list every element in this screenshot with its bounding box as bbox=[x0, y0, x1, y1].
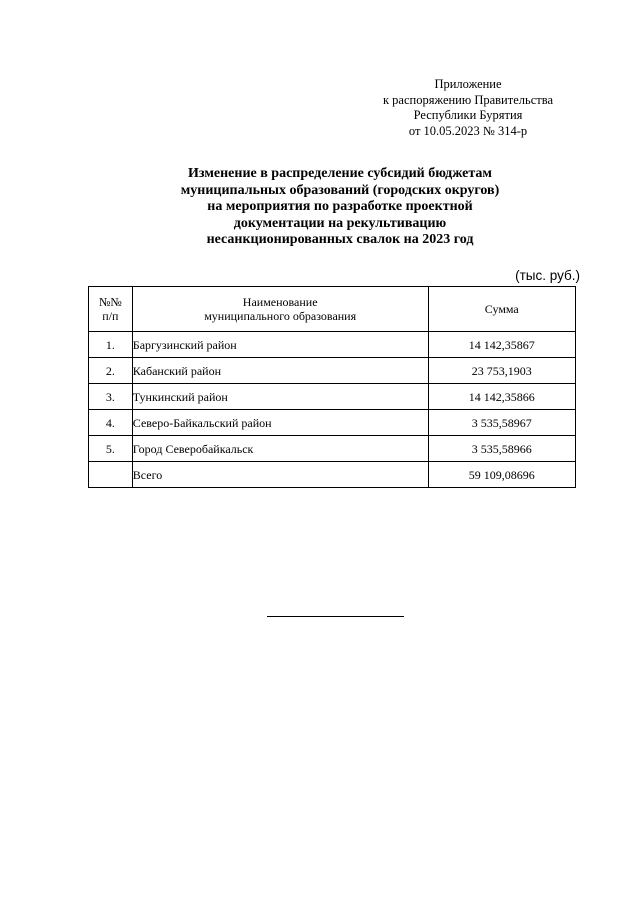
row-name: Тункинский район bbox=[132, 384, 428, 410]
appendix-line-4: от 10.05.2023 № 314-р bbox=[408, 123, 528, 138]
row-sum: 3 535,58966 bbox=[428, 436, 575, 462]
total-label: Всего bbox=[132, 462, 428, 488]
row-name: Город Северобайкальск bbox=[132, 436, 428, 462]
table-header-row bbox=[89, 287, 576, 332]
row-number: 4. bbox=[89, 410, 133, 436]
table-row bbox=[89, 410, 576, 436]
header-name bbox=[132, 287, 428, 332]
closing-divider-line bbox=[267, 616, 404, 617]
appendix-block bbox=[358, 77, 578, 139]
table-total-row bbox=[89, 462, 576, 488]
units-label: (тыс. руб.) bbox=[515, 268, 580, 283]
row-number: 3. bbox=[89, 384, 133, 410]
header-number bbox=[89, 287, 133, 332]
table-row bbox=[89, 332, 576, 358]
row-name: Северо-Байкальский район bbox=[132, 410, 428, 436]
header-number-line-1: №№ bbox=[98, 295, 122, 309]
title-line-5: несанкционированных свалок на 2023 год bbox=[206, 232, 474, 247]
row-sum: 3 535,58967 bbox=[428, 410, 575, 436]
table-row bbox=[89, 436, 576, 462]
row-number: 5. bbox=[89, 436, 133, 462]
row-name: Кабанский район bbox=[132, 358, 428, 384]
row-name: Баргузинский район bbox=[132, 332, 428, 358]
row-sum: 23 753,1903 bbox=[428, 358, 575, 384]
row-sum: 14 142,35866 bbox=[428, 384, 575, 410]
row-number: 1. bbox=[89, 332, 133, 358]
row-number: 2. bbox=[89, 358, 133, 384]
title-line-4: документации на рекультивацию bbox=[233, 215, 447, 231]
header-name-line-1: Наименование bbox=[242, 295, 318, 309]
appendix-line-3: Республики Бурятия bbox=[413, 108, 523, 122]
header-number-line-2: п/п bbox=[102, 309, 119, 323]
appendix-line-2: к распоряжению Правительства bbox=[382, 92, 553, 107]
total-number bbox=[89, 462, 133, 488]
title-line-3: на мероприятия по разработке проектной bbox=[207, 199, 473, 214]
document-title bbox=[150, 166, 530, 249]
table-row bbox=[89, 358, 576, 384]
table-row bbox=[89, 384, 576, 410]
title-line-1: Изменение в распределение субсидий бюджетам bbox=[188, 166, 492, 181]
appendix-line-1: Приложение bbox=[434, 77, 502, 91]
total-sum: 59 109,08696 bbox=[428, 462, 575, 488]
header-name-line-2: муниципального образования bbox=[204, 309, 357, 323]
subsidy-table bbox=[88, 286, 576, 488]
header-sum: Сумма bbox=[428, 287, 575, 332]
title-line-2: муниципальных образований (городских округов) bbox=[180, 182, 500, 198]
row-sum: 14 142,35867 bbox=[428, 332, 575, 358]
